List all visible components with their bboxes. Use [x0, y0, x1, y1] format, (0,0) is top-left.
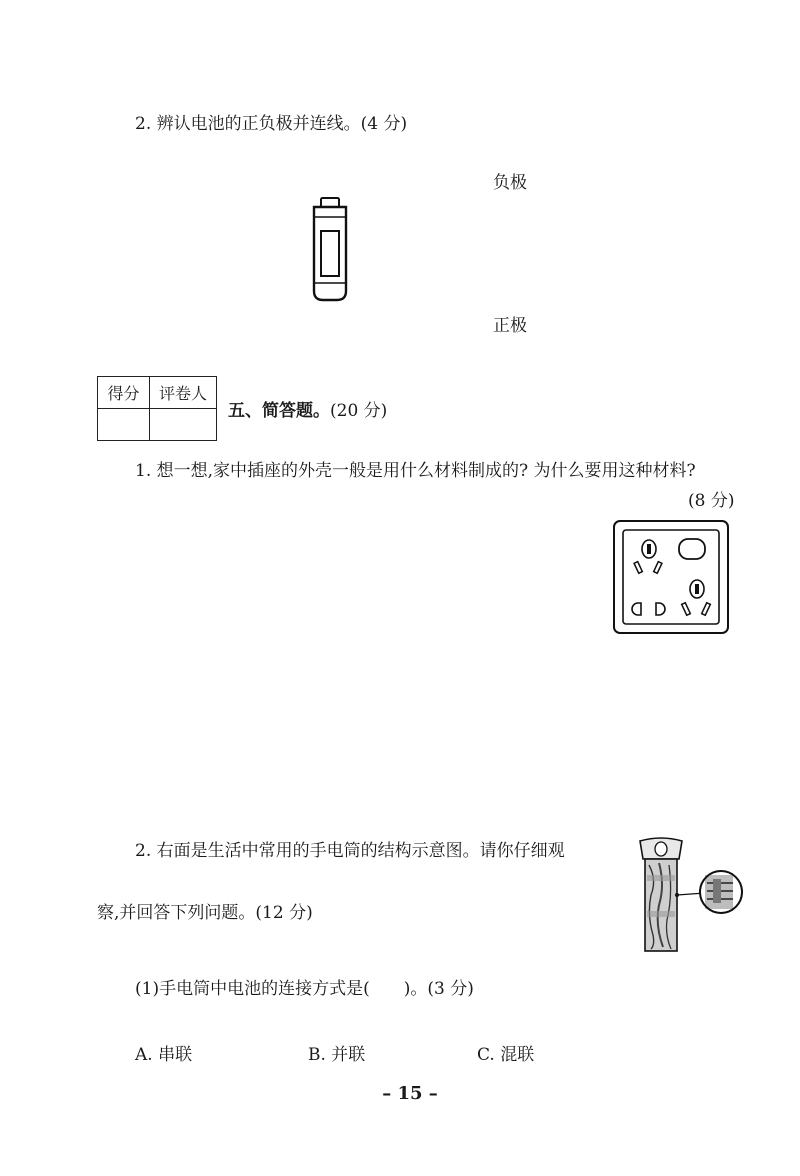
battery-question: 2. 辨认电池的正负极并连线。(4 分): [135, 114, 408, 134]
socket-icon: [612, 519, 730, 635]
battery-icon: [300, 195, 360, 305]
score-cell[interactable]: [98, 409, 150, 441]
section-title-text: 五、简答题。: [228, 401, 330, 421]
score-header-grader: 评卷人: [150, 377, 217, 409]
subquestion-1: (1)手电筒中电池的连接方式是( )。(3 分): [135, 979, 474, 999]
option-c[interactable]: C. 混联: [477, 1045, 535, 1065]
flashlight-icon: [637, 835, 747, 955]
section-title: [228, 400, 387, 422]
positive-label: 正极: [493, 316, 527, 336]
score-table: [97, 376, 217, 441]
flashlight-question-line1: 2. 右面是生活中常用的手电筒的结构示意图。请你仔细观: [135, 841, 565, 861]
option-b[interactable]: B. 并联: [308, 1045, 366, 1065]
socket-question: 1. 想一想,家中插座的外壳一般是用什么材料制成的? 为什么要用这种材料?: [135, 461, 696, 481]
option-a[interactable]: A. 串联: [135, 1045, 193, 1065]
negative-label: 负极: [493, 173, 527, 193]
score-header-score: 得分: [98, 377, 150, 409]
flashlight-question-line2: 察,并回答下列问题。(12 分): [97, 903, 313, 923]
section-points: (20 分): [330, 401, 388, 421]
socket-question-points: (8 分): [688, 491, 735, 511]
page-number: – 15 –: [382, 1083, 438, 1104]
grader-cell[interactable]: [150, 409, 217, 441]
